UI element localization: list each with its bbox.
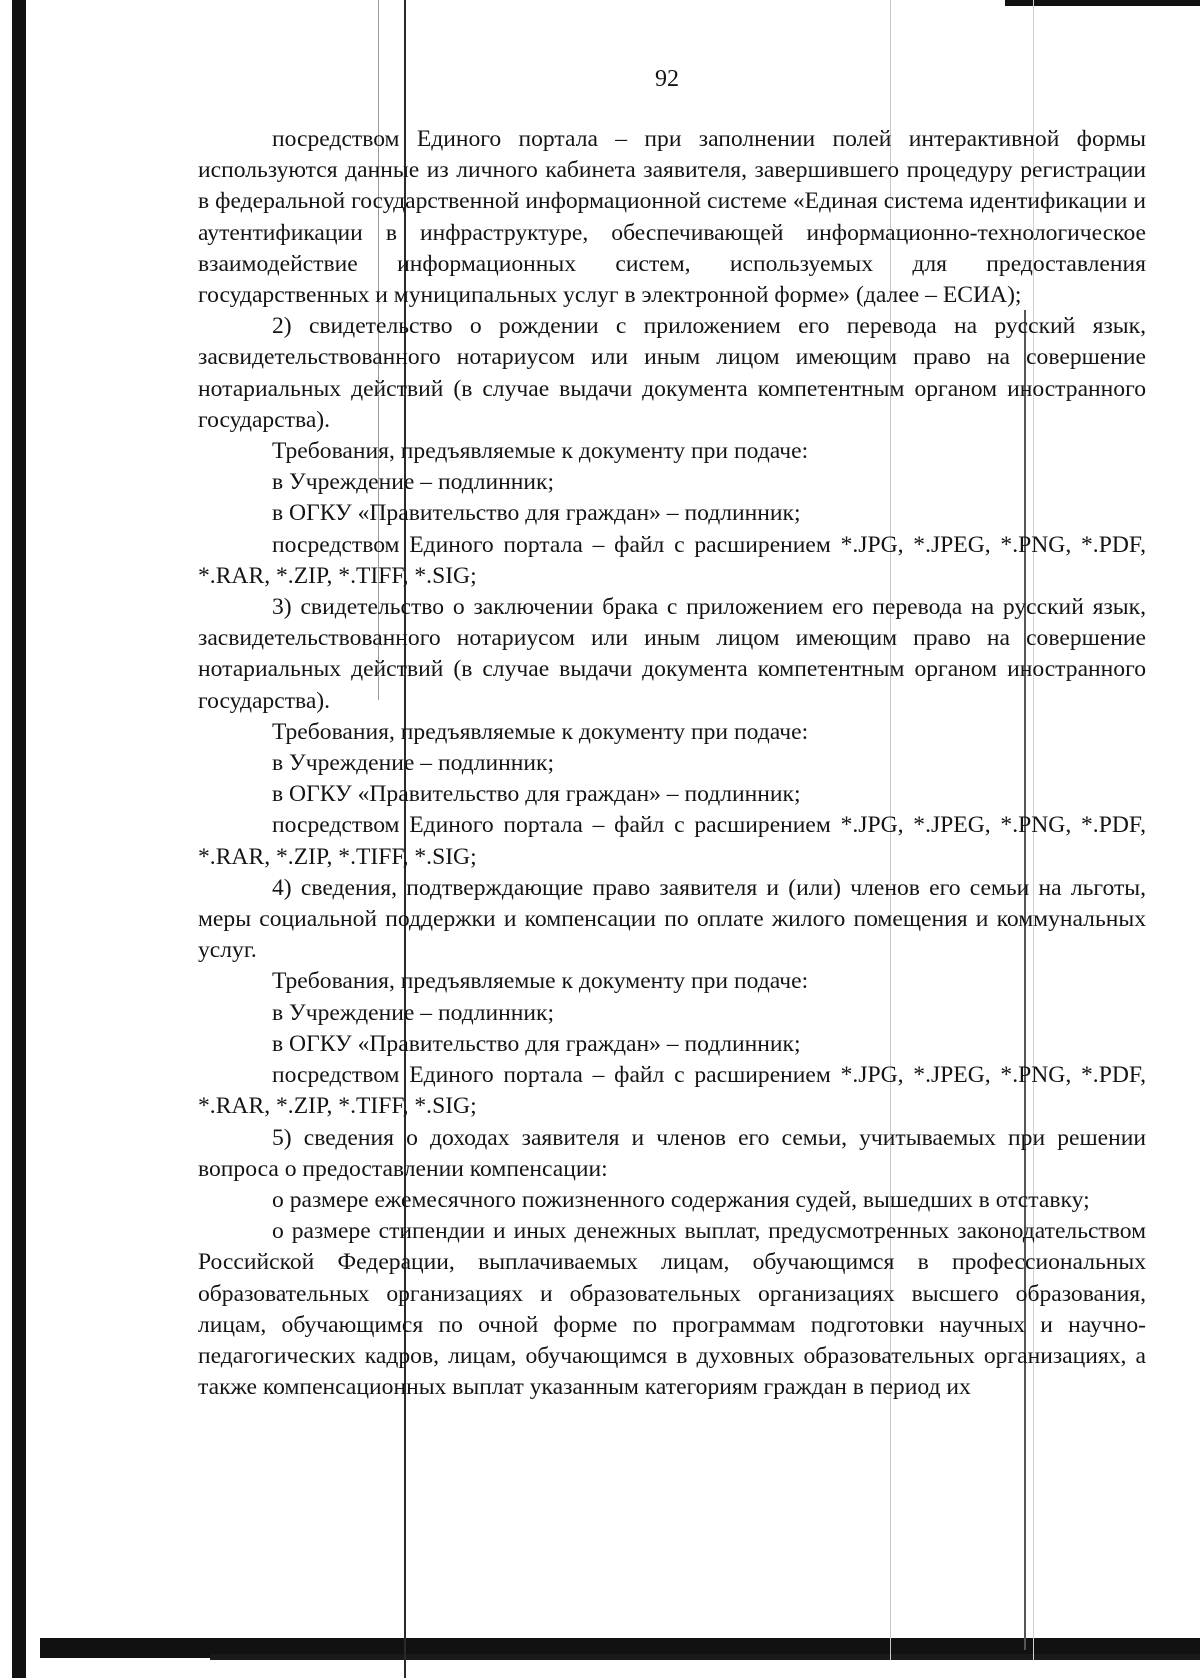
paragraph-requirement-institution: в Учреждение – подлинник; bbox=[272, 999, 555, 1026]
paragraph-requirement-portal: посредством Единого портала – файл с расширением *.JPG, *.JPEG, *.PNG, *.PDF, *.RAR, *.ZIP, *.TIFF, *.SIG; bbox=[198, 1062, 1146, 1120]
paragraph-income-info: 5) сведения о доходах заявителя и членов его семьи, учитываемых при решении вопроса о предоставлении компенсации: bbox=[198, 1124, 1146, 1182]
paragraph-requirement-ogku: в ОГКУ «Правительство для граждан» – подлинник; bbox=[272, 1030, 801, 1057]
paragraph-requirement-portal: посредством Единого портала – файл с расширением *.JPG, *.JPEG, *.PNG, *.PDF, *.RAR, *.ZIP, *.TIFF, *.SIG; bbox=[198, 531, 1146, 589]
paragraph-benefits-info: 4) сведения, подтверждающие право заявителя и (или) членов его семьи на льготы, меры социальной поддержки и компенсации по оплате жилого помещения и коммунальных услуг. bbox=[198, 874, 1146, 964]
paragraph-marriage-certificate: 3) свидетельство о заключении брака с приложением его перевода на русский язык, засвидетельствованного нотариусом или иным лицом имеющим право на совершение нотариальных действий (в случае выдачи документа компетентным органом иностранного государства). bbox=[198, 594, 1146, 714]
scan-edge-top bbox=[1005, 0, 1200, 6]
paragraph-requirement-institution: в Учреждение – подлинник; bbox=[272, 750, 555, 777]
scan-edge-bottom-inner bbox=[210, 1654, 1200, 1660]
paragraph-judges-pension: о размере ежемесячного пожизненного содержания судей, вышедших в отставку; bbox=[272, 1186, 1090, 1213]
paragraph-requirement-institution: в Учреждение – подлинник; bbox=[272, 469, 555, 496]
paragraph-scholarship: о размере стипендии и иных денежных выплат, предусмотренных законодательством Российской Федерации, выплачиваемых лицам, обучающимся в профессиональных образовательных организациях и образовательных организациях высшего образования, лицам, обучающимся по очной форме по программам подготовки научных и научно-педагогических кадров, лицам, обучающимся в духовных образовательных организациях, а также компенсационных выплат указанным категориям граждан в период их bbox=[198, 1218, 1146, 1401]
page-number: 92 bbox=[655, 66, 679, 92]
paragraph-esia: посредством Единого портала – при заполнении полей интерактивной формы используются данные из личного кабинета заявителя, завершившего процедуру регистрации в федеральной государственной информационной системе «Единая система идентификации и аутентификации в инфраструктуре, обеспечивающей информационно-технологическое взаимодействие информационных систем, используемых для предоставления государственных и муниципальных услуг в электронной форме» (далее – ЕСИА); bbox=[198, 126, 1146, 309]
paragraph-requirements-heading: Требования, предъявляемые к документу при подаче: bbox=[272, 718, 809, 745]
paragraph-requirements-heading: Требования, предъявляемые к документу при подаче: bbox=[272, 438, 809, 465]
paragraph-requirements-heading: Требования, предъявляемые к документу при подаче: bbox=[272, 968, 809, 995]
paragraph-birth-certificate: 2) свидетельство о рождении с приложением его перевода на русский язык, засвидетельствованного нотариусом или иным лицом имеющим право на совершение нотариальных действий (в случае выдачи документа компетентным органом иностранного государства). bbox=[198, 313, 1146, 433]
paragraph-requirement-portal: посредством Единого портала – файл с расширением *.JPG, *.JPEG, *.PNG, *.PDF, *.RAR, *.ZIP, *.TIFF, *.SIG; bbox=[198, 812, 1146, 870]
document-body bbox=[198, 124, 1146, 1403]
paragraph-requirement-ogku: в ОГКУ «Правительство для граждан» – подлинник; bbox=[272, 500, 801, 527]
scan-edge-left bbox=[12, 0, 26, 1678]
paragraph-requirement-ogku: в ОГКУ «Правительство для граждан» – подлинник; bbox=[272, 781, 801, 808]
